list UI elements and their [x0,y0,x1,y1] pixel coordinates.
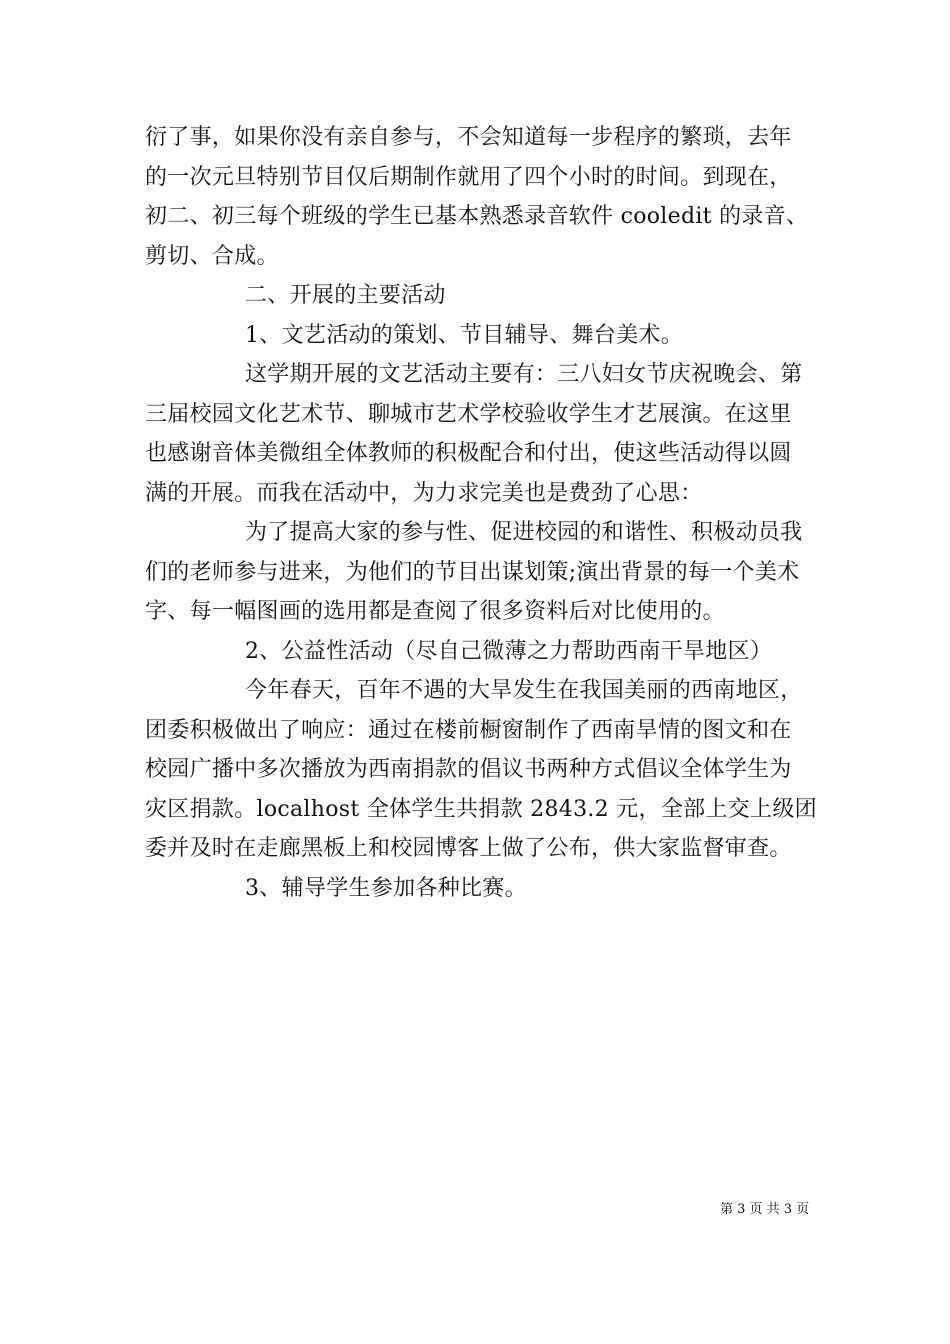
subsection-heading: 1、文艺活动的策划、节目辅导、舞台美术。 [245,322,683,348]
text-line: 剪切、合成。 [145,243,279,269]
text-line: 三届校园文化艺术节、聊城市艺术学校验收学生才艺展演。在这里 [145,401,792,427]
text-line: 初二、初三每个班级的学生已基本熟悉录音软件 cooledit 的录音、 [145,204,809,229]
text-line: 委并及时在走廊黑板上和校园博客上做了公布，供大家监督审查。 [145,836,792,861]
text-line: 校园广播中多次播放为西南捐款的倡议书两种方式倡议全体学生为 [145,757,792,782]
section-heading: 二、开展的主要活动 [245,283,446,308]
page-number-footer: 第 3 页 共 3 页 [720,1202,810,1217]
text-line: 的一次元旦特别节目仅后期制作就用了四个小时的时间。到现在， [145,164,792,190]
text-line: 衍了事，如果你没有亲自参与，不会知道每一步程序的繁琐，去年 [145,125,792,150]
subsection-heading: 3、辅导学生参加各种比赛。 [245,875,527,901]
document-body [145,118,817,908]
text-line: 字、每一幅图画的选用都是查阅了很多资料后对比使用的。 [145,599,725,624]
subsection-heading: 2、公益性活动（尽自己微薄之力帮助西南干旱地区） [245,638,773,664]
text-line: 们的老师参与进来，为他们的节目出谋划策;演出背景的每一个美术 [145,559,800,585]
text-line: 这学期开展的文艺活动主要有：三八妇女节庆祝晚会、第 [245,362,803,387]
text-line: 团委积极做出了响应：通过在楼前橱窗制作了西南旱情的图文和在 [145,717,792,743]
text-line: 今年春天，百年不遇的大旱发生在我国美丽的西南地区， [245,678,803,703]
text-line: 满的开展。而我在活动中，为力求完美也是费劲了心思： [145,480,703,506]
text-line: 灾区捐款。localhost 全体学生共捐款 2843.2 元，全部上交上级团 [145,796,817,822]
text-line: 也感谢音体美微组全体教师的积极配合和付出，使这些活动得以圆 [145,441,792,466]
text-line: 为了提高大家的参与性、促进校园的和谐性、积极动员我 [245,520,803,545]
